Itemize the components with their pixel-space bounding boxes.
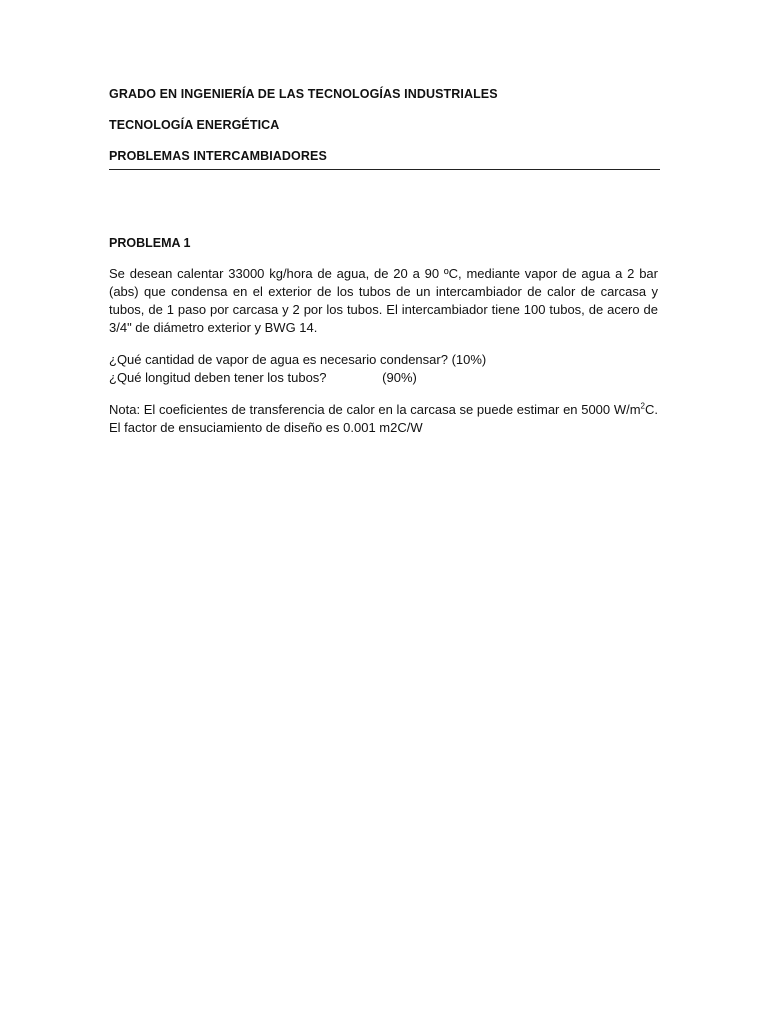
- note-superscript: 2: [640, 401, 645, 411]
- question-text: ¿Qué cantidad de vapor de agua es necesario condensar?: [109, 352, 448, 367]
- note-text-continued: C. El factor de ensuciamiento de diseño es 0.001 m2C/W: [109, 402, 658, 435]
- question-text: ¿Qué longitud deben tener los tubos?: [109, 370, 327, 385]
- problem-statement: Se desean calentar 33000 kg/hora de agua, de 20 a 90 ºC, mediante vapor de agua a 2 bar (abs) que condensa en el exterior de los tubos de un intercambiador de calor de carcasa y tubos, de 1 paso por carcasa y 2 por los tubos. El intercambiador tiene 100 tubos, de acero de 3/4" de diámetro exterior y BWG 14.: [109, 266, 658, 335]
- question-item: [109, 369, 658, 387]
- question-item: [109, 351, 658, 369]
- problem-section: [109, 235, 658, 451]
- question-list: [109, 351, 658, 387]
- header-divider: [109, 169, 660, 170]
- degree-title: GRADO EN INGENIERÍA DE LAS TECNOLOGÍAS INDUSTRIALES: [109, 87, 498, 101]
- document-header: [109, 86, 660, 170]
- course-title: TECNOLOGÍA ENERGÉTICA: [109, 118, 280, 132]
- section-title: PROBLEMAS INTERCAMBIADORES: [109, 149, 327, 163]
- problem-note: [109, 401, 658, 437]
- problem-title: PROBLEMA 1: [109, 236, 191, 250]
- question-weight: (10%): [451, 352, 487, 367]
- note-text: Nota: El coeficientes de transferencia de calor en la carcasa se puede estimar en 5000 W/m: [109, 402, 641, 417]
- question-weight: (90%): [382, 370, 417, 385]
